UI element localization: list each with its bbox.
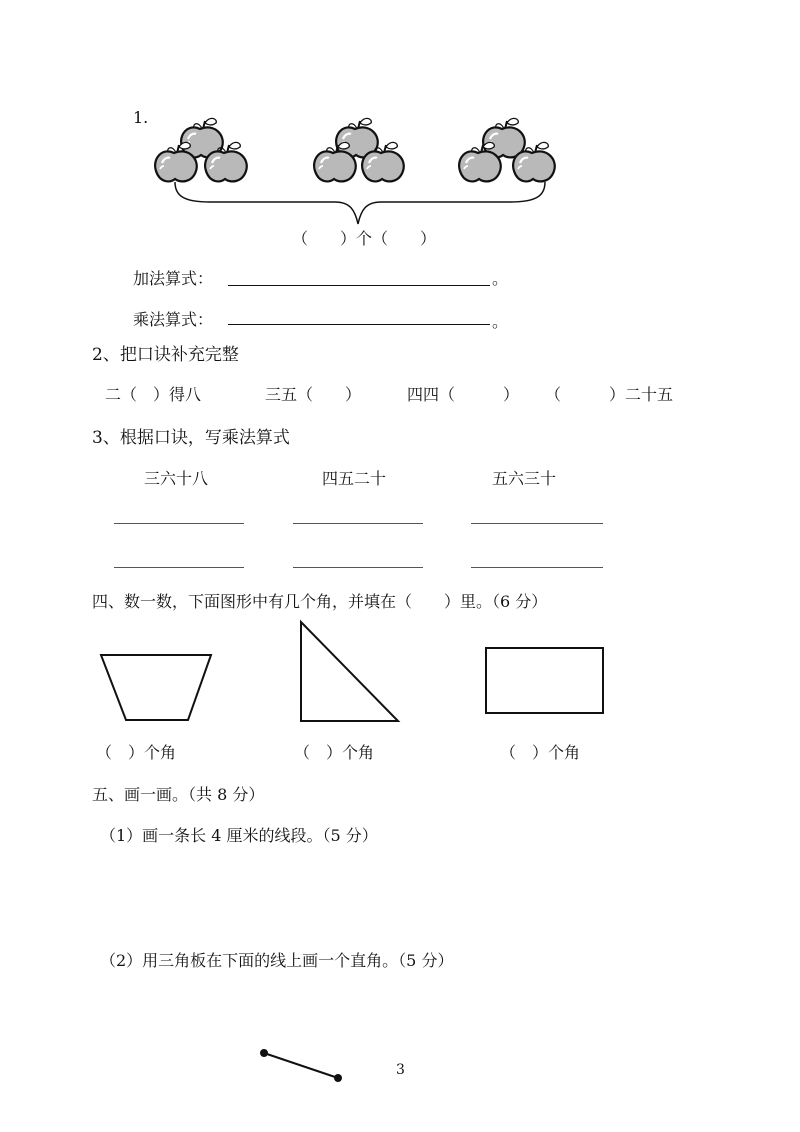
page-number: 3 — [396, 1062, 405, 1078]
rhyme-item-3: 四四（ ） — [407, 385, 520, 404]
answer-line[interactable] — [471, 567, 603, 568]
rhyme-prompt-1: 三六十八 — [144, 469, 209, 488]
question-5-part-2: （2）用三角板在下面的线上画一个直角。（5 分） — [100, 951, 454, 970]
multiplication-label: 乘法算式： — [133, 310, 214, 329]
apple-group-2 — [305, 115, 415, 190]
line-segment-figure — [255, 1045, 350, 1090]
answer-line[interactable] — [293, 523, 423, 524]
angle-answer-3: （ ）个角 — [500, 743, 581, 762]
rhyme-item-1: 二（ ）得八 — [105, 385, 202, 404]
trapezoid-shape — [100, 653, 215, 723]
question-5-title: 五、画一画。（共 8 分） — [92, 785, 265, 804]
triangle-shape — [298, 620, 402, 724]
rectangle-shape — [485, 647, 605, 715]
angle-answer-1: （ ）个角 — [96, 743, 177, 762]
question-5-part-1: （1）画一条长 4 厘米的线段。（5 分） — [100, 826, 378, 845]
answer-line[interactable] — [471, 523, 603, 524]
angle-answer-2: （ ）个角 — [294, 743, 375, 762]
question-3-title: 3、根据口诀，写乘法算式 — [92, 428, 290, 448]
multiplication-answer-line[interactable] — [228, 324, 490, 325]
rhyme-item-4: （ ）二十五 — [545, 385, 674, 404]
apple-group-1 — [150, 115, 260, 190]
addition-label: 加法算式： — [133, 269, 214, 288]
answer-line[interactable] — [114, 567, 244, 568]
multiplication-period: 。 — [492, 312, 509, 331]
rhyme-prompt-3: 五六三十 — [492, 469, 557, 488]
rhyme-item-2: 三五（ ） — [265, 385, 362, 404]
question-2-title: 2、把口诀补充完整 — [92, 345, 239, 365]
count-blank: （ ）个（ ） — [292, 229, 437, 248]
addition-answer-line[interactable] — [228, 285, 490, 286]
question-4-title: 四、数一数，下面图形中有几个角，并填在（ ）里。（6 分） — [92, 592, 548, 611]
answer-line[interactable] — [114, 523, 244, 524]
addition-period: 。 — [492, 269, 509, 288]
answer-line[interactable] — [293, 567, 423, 568]
apple-group-3 — [452, 115, 562, 190]
curly-brace-icon — [170, 180, 550, 230]
rhyme-prompt-2: 四五二十 — [322, 469, 387, 488]
question-1-number: 1. — [133, 108, 149, 127]
